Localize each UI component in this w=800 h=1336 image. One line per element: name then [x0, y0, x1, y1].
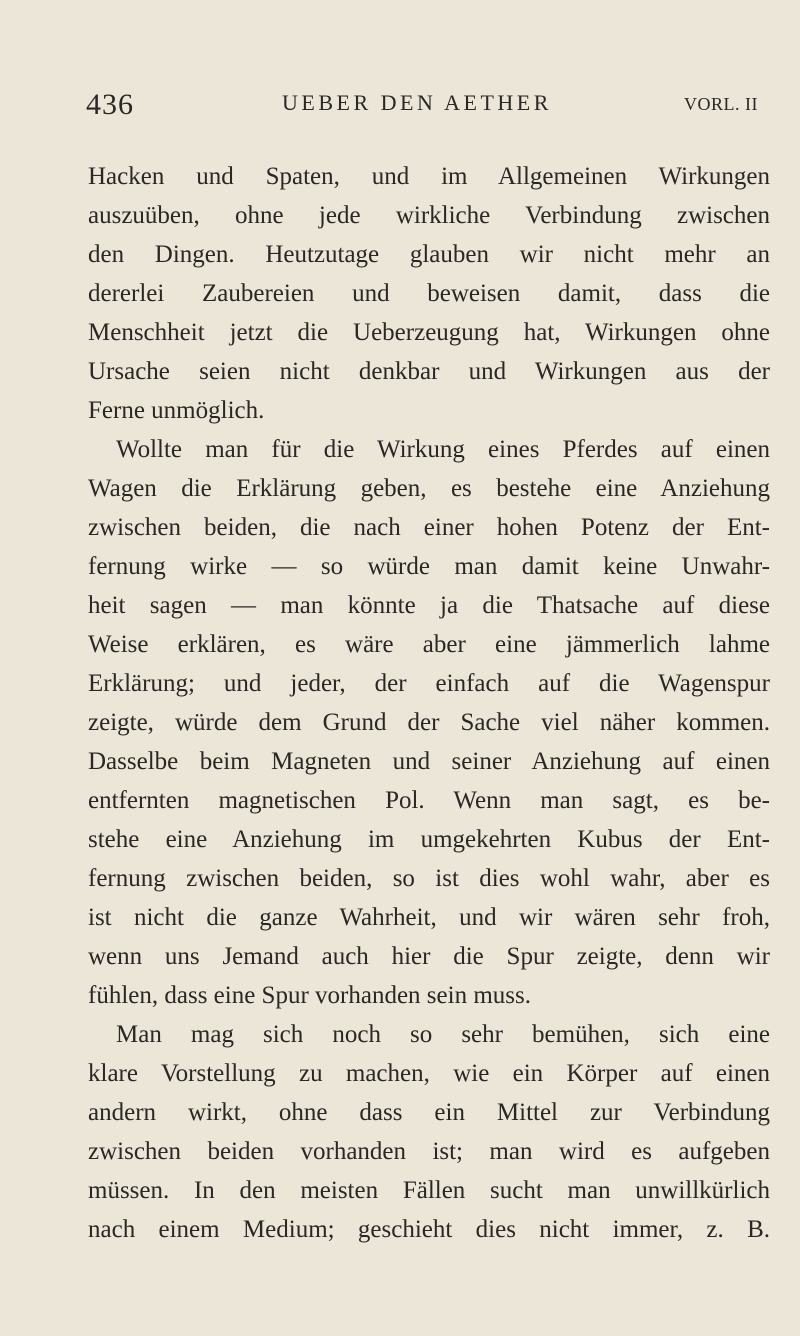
text-line: Menschheit jetzt die Ueberzeugung hat, Wirkungen ohne	[88, 319, 770, 346]
running-title: UEBER DEN AETHER	[282, 90, 552, 115]
text-line: Wagen die Erklärung geben, es bestehe eine Anziehung	[88, 475, 770, 502]
text-line: fernung zwischen beiden, so ist dies wohl wahr, aber es	[88, 865, 770, 892]
text-line: zwischen beiden, die nach einer hohen Potenz der Ent-	[88, 514, 770, 541]
text-line: wenn uns Jemand auch hier die Spur zeigte, denn wir	[88, 943, 770, 970]
text-line: zeigte, würde dem Grund der Sache viel näher kommen.	[88, 709, 770, 736]
page-header	[86, 88, 758, 128]
text-line: heit sagen — man könnte ja die Thatsache auf diese	[88, 592, 770, 619]
text-line: Wollte man für die Wirkung eines Pferdes auf einen	[116, 436, 770, 463]
text-line: Hacken und Spaten, und im Allgemeinen Wirkungen	[88, 163, 770, 190]
body-text	[88, 157, 770, 1249]
text-line: Dasselbe beim Magneten und seiner Anziehung auf einen	[88, 748, 770, 775]
text-line: andern wirkt, ohne dass ein Mittel zur Verbindung	[88, 1099, 770, 1126]
text-line: Weise erklären, es wäre aber eine jämmerlich lahme	[88, 631, 770, 658]
text-line: Ursache seien nicht denkbar und Wirkungen aus der	[88, 358, 770, 385]
text-line: auszuüben, ohne jede wirkliche Verbindung zwischen	[88, 202, 770, 229]
text-line: müssen. In den meisten Fällen sucht man unwillkürlich	[88, 1177, 770, 1204]
text-line: dererlei Zaubereien und beweisen damit, dass die	[88, 280, 770, 307]
text-line: stehe eine Anziehung im umgekehrten Kubus der Ent-	[88, 826, 770, 853]
text-line: Man mag sich noch so sehr bemühen, sich eine	[116, 1021, 770, 1048]
text-line: den Dingen. Heutzutage glauben wir nicht mehr an	[88, 241, 770, 268]
text-line: Erklärung; und jeder, der einfach auf die Wagenspur	[88, 670, 770, 697]
text-line: nach einem Medium; geschieht dies nicht immer, z. B.	[88, 1216, 770, 1243]
text-line: ist nicht die ganze Wahrheit, und wir wären sehr froh,	[88, 904, 770, 931]
text-line: zwischen beiden vorhanden ist; man wird es aufgeben	[88, 1138, 770, 1165]
page-number: 436	[86, 88, 134, 121]
text-line: entfernten magnetischen Pol. Wenn man sagt, es be-	[88, 787, 770, 814]
text-line: fernung wirke — so würde man damit keine Unwahr-	[88, 553, 770, 580]
text-line: Ferne unmöglich.	[88, 397, 265, 424]
chapter-reference: VORL. II	[684, 94, 758, 114]
text-line: klare Vorstellung zu machen, wie ein Körper auf einen	[88, 1060, 770, 1087]
text-line: fühlen, dass eine Spur vorhanden sein muss.	[88, 982, 531, 1009]
